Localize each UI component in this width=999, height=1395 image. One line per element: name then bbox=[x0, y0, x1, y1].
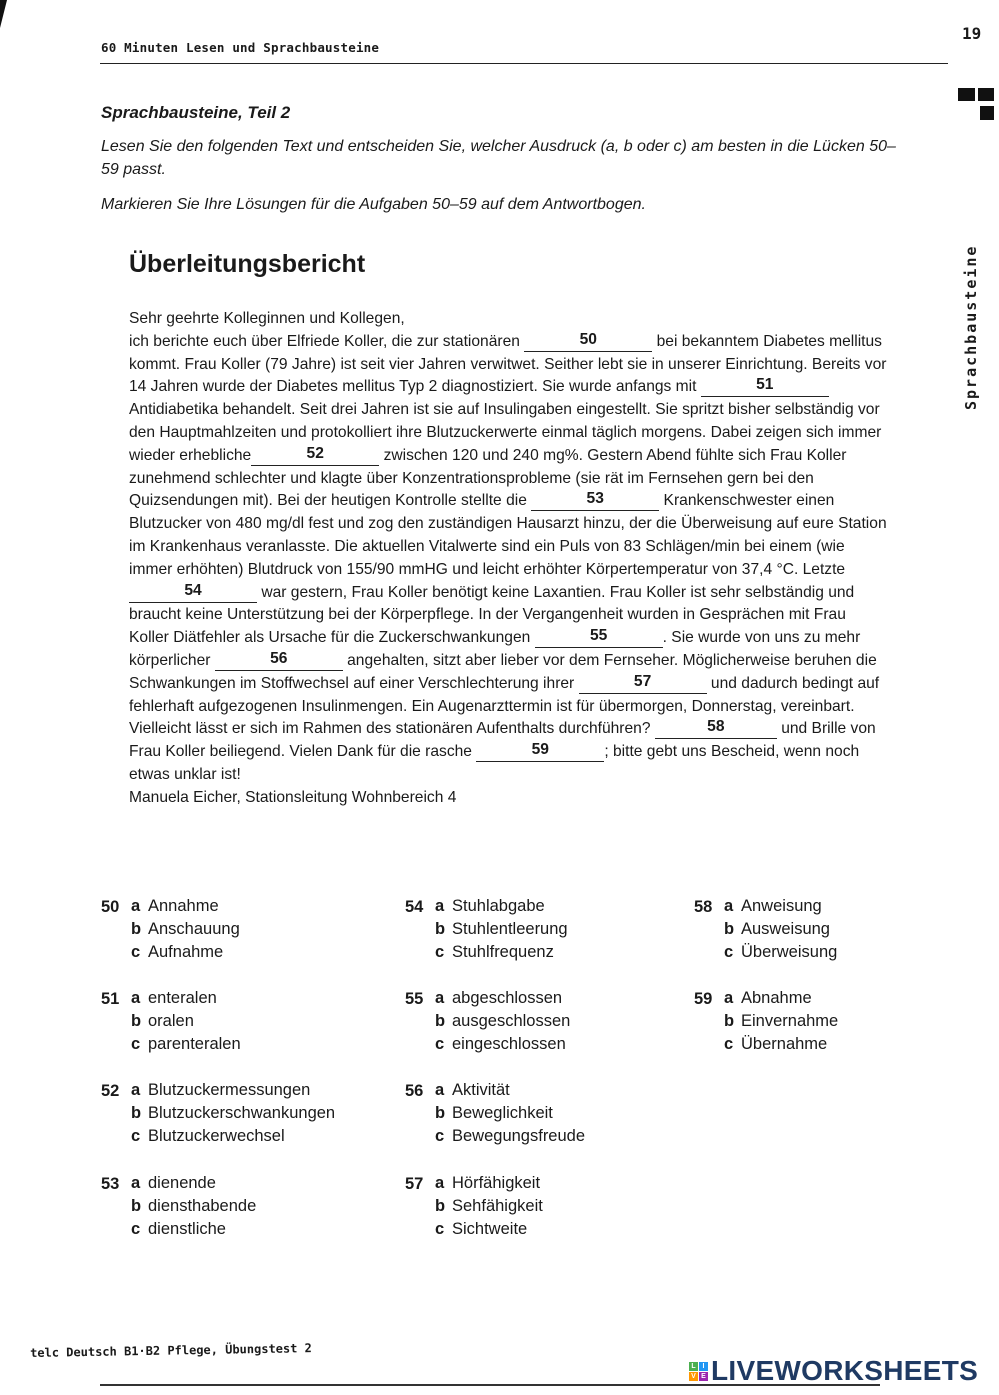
option-55-a[interactable]: a abgeschlossen bbox=[435, 989, 563, 1007]
gap-57[interactable]: 57 bbox=[579, 677, 707, 694]
gap-52[interactable]: 52 bbox=[251, 449, 379, 466]
option-53-a[interactable]: a dienende bbox=[131, 1174, 216, 1192]
report-body bbox=[129, 308, 889, 810]
option-50-b[interactable]: b Anschauung bbox=[131, 920, 240, 938]
logo-text: LIVEWORKSHEETS bbox=[711, 1355, 979, 1386]
signature-line: Manuela Eicher, Stationsleitung Wohnbereich 4 bbox=[129, 788, 457, 806]
body-text-segment: angehalten, sitzt aber lieber vor dem Fernseher. Möglicherweise beruhen die Schwankungen im Stoffwechsel auf einer Verschlechterung ihrer bbox=[129, 651, 877, 692]
body-text-segment: Antidiabetika behandelt. Seit drei Jahren ist sie auf Insulingaben eingestellt. Sie spritzt bisher selbständig vor den Hauptmahlzeiten und protokolliert ihre Blutzuckerwerte einmal täglich morgens. Dabei zeigen sich immer wieder erhebliche bbox=[129, 401, 882, 464]
instruction-text-2: Markieren Sie Ihre Lösungen für die Aufgaben 50–59 auf dem Antwortbogen. bbox=[101, 196, 646, 213]
option-56-b[interactable]: b Beweglichkeit bbox=[435, 1104, 553, 1122]
body-text-segment: war gestern, Frau Koller benötigt keine Laxantien. Frau Koller ist sehr selbständig und braucht keine Unterstützung bei der Körperpflege. In der Vergangenheit wurden in Gesprächen mit Frau Koller Diätfehler als Ursache für die Zuckerschwankungen bbox=[129, 583, 855, 647]
corner-crop-mark bbox=[0, 0, 10, 28]
option-51-a[interactable]: a enteralen bbox=[131, 989, 217, 1007]
option-52-c[interactable]: c Blutzuckerwechsel bbox=[131, 1127, 285, 1145]
option-56-a[interactable]: a Aktivität bbox=[435, 1081, 510, 1099]
document-title: Überleitungsbericht bbox=[129, 250, 366, 278]
option-59-a[interactable]: a Abnahme bbox=[724, 989, 812, 1007]
option-59-b[interactable]: b Einvernahme bbox=[724, 1012, 839, 1030]
option-50-c[interactable]: c Aufnahme bbox=[131, 943, 224, 961]
gap-56[interactable]: 56 bbox=[215, 654, 343, 671]
body-text-segment: . Sie wurde von uns zu mehr körperlicher bbox=[129, 629, 861, 669]
option-56-c[interactable]: c Bewegungsfreude bbox=[435, 1127, 586, 1145]
body-text-segment: ich berichte euch über Elfriede Koller, die zur stationären bbox=[129, 332, 525, 350]
body-text-segment: ; bitte gebt uns Bescheid, wenn noch etwas unklar ist! bbox=[129, 743, 860, 783]
liveworksheets-logo[interactable] bbox=[689, 1355, 978, 1387]
gap-53[interactable]: 53 bbox=[531, 494, 659, 511]
option-58-b[interactable]: b Ausweisung bbox=[724, 920, 830, 938]
option-55-c[interactable]: c eingeschlossen bbox=[435, 1035, 566, 1053]
gap-58[interactable]: 58 bbox=[655, 722, 777, 739]
footer-book-title: telc Deutsch B1·B2 Pflege, Übungstest 2 bbox=[30, 1341, 312, 1360]
option-51-c[interactable]: c parenteralen bbox=[131, 1035, 241, 1053]
body-text-segment: Krankenschwester einen Blutzucker von 480 mg/dl fest und zog den zuständigen Hausarzt hinzu, der die Überweisung auf eure Station im Krankenhaus veranlasste. Die aktuellen Vitalwerte sind ein Puls von 83 Schlägen/min bei einem (wie immer erhöhten) Blutdruck von 155/90 mmHG und leicht erhöhter Körpertemperatur von 37,4 °C. Letzte bbox=[129, 492, 887, 578]
option-57-a[interactable]: a Hörfähigkeit bbox=[435, 1174, 541, 1192]
gap-59[interactable]: 59 bbox=[476, 745, 604, 762]
option-58-c[interactable]: c Überweisung bbox=[724, 943, 838, 961]
gap-55[interactable]: 55 bbox=[535, 631, 663, 648]
body-text-segment: und Brille von Frau Koller beiliegend. Vielen Dank für die rasche bbox=[129, 720, 876, 761]
gap-54[interactable]: 54 bbox=[129, 586, 257, 603]
body-text-segment: Sehr geehrte Kolleginnen und Kollegen, bbox=[129, 310, 405, 327]
option-57-b[interactable]: b Sehfähigkeit bbox=[435, 1197, 543, 1215]
body-text-segment: zwischen 120 und 240 mg%. Gestern Abend fühlte sich Frau Koller zunehmend schlechter und klagte über Konzentrationsprobleme (sie rät im Fernsehen gern bei den Quizsendungen mit). Bei der heutigen Kontrolle stellte die bbox=[129, 446, 847, 510]
option-52-b[interactable]: b Blutzuckerschwankungen bbox=[131, 1104, 336, 1122]
header-divider bbox=[100, 63, 948, 64]
option-55-b[interactable]: b ausgeschlossen bbox=[435, 1012, 571, 1030]
body-text-segment: und dadurch bedingt auf fehlerhaft aufgezogenen Insulinmengen. Ein Augenarzttermin ist für übermorgen, Donnerstag, vereinbart. Vielleicht lässt er sich im Rahmen des stationären Aufenthalts durchführen? bbox=[129, 674, 880, 738]
side-tab-label: Sprachbausteine bbox=[962, 244, 980, 410]
option-54-c[interactable]: c Stuhlfrequenz bbox=[435, 943, 554, 961]
option-53-c[interactable]: c dienstliche bbox=[131, 1220, 226, 1238]
option-52-a[interactable]: a Blutzuckermessungen bbox=[131, 1081, 311, 1099]
option-53-b[interactable]: b diensthabende bbox=[131, 1197, 257, 1215]
logo-squares-icon: L I V E bbox=[689, 1362, 708, 1381]
body-text-segment: bei bekanntem Diabetes mellitus kommt. Frau Koller (79 Jahre) ist seit vier Jahren verwitwet. Seither lebt sie in unserer Einrichtung. Bereits vor 14 Jahren wurde der Diabetes mellitus Typ 2 diagnostiziert. Sie wurde anfangs mit bbox=[129, 332, 887, 396]
option-50-a[interactable]: a Annahme bbox=[131, 897, 219, 915]
option-57-c[interactable]: c Sichtweite bbox=[435, 1220, 528, 1238]
page-number: 19 bbox=[962, 24, 982, 43]
option-54-b[interactable]: b Stuhlentleerung bbox=[435, 920, 568, 938]
option-51-b[interactable]: b oralen bbox=[131, 1012, 194, 1030]
option-59-c[interactable]: c Übernahme bbox=[724, 1035, 828, 1053]
gap-50[interactable]: 50 bbox=[524, 335, 652, 352]
section-marker-icon bbox=[958, 88, 994, 124]
gap-51[interactable]: 51 bbox=[701, 380, 829, 397]
page-header-title: 60 Minuten Lesen und Sprachbausteine bbox=[101, 40, 380, 55]
instruction-text: Lesen Sie den folgenden Text und entscheiden Sie, welcher Ausdruck (a, b oder c) am besten in die Lücken 50–59 passt. bbox=[101, 138, 896, 178]
section-heading: Sprachbausteine, Teil 2 bbox=[101, 103, 291, 122]
option-54-a[interactable]: a Stuhlabgabe bbox=[435, 897, 545, 915]
option-58-a[interactable]: a Anweisung bbox=[724, 897, 822, 915]
